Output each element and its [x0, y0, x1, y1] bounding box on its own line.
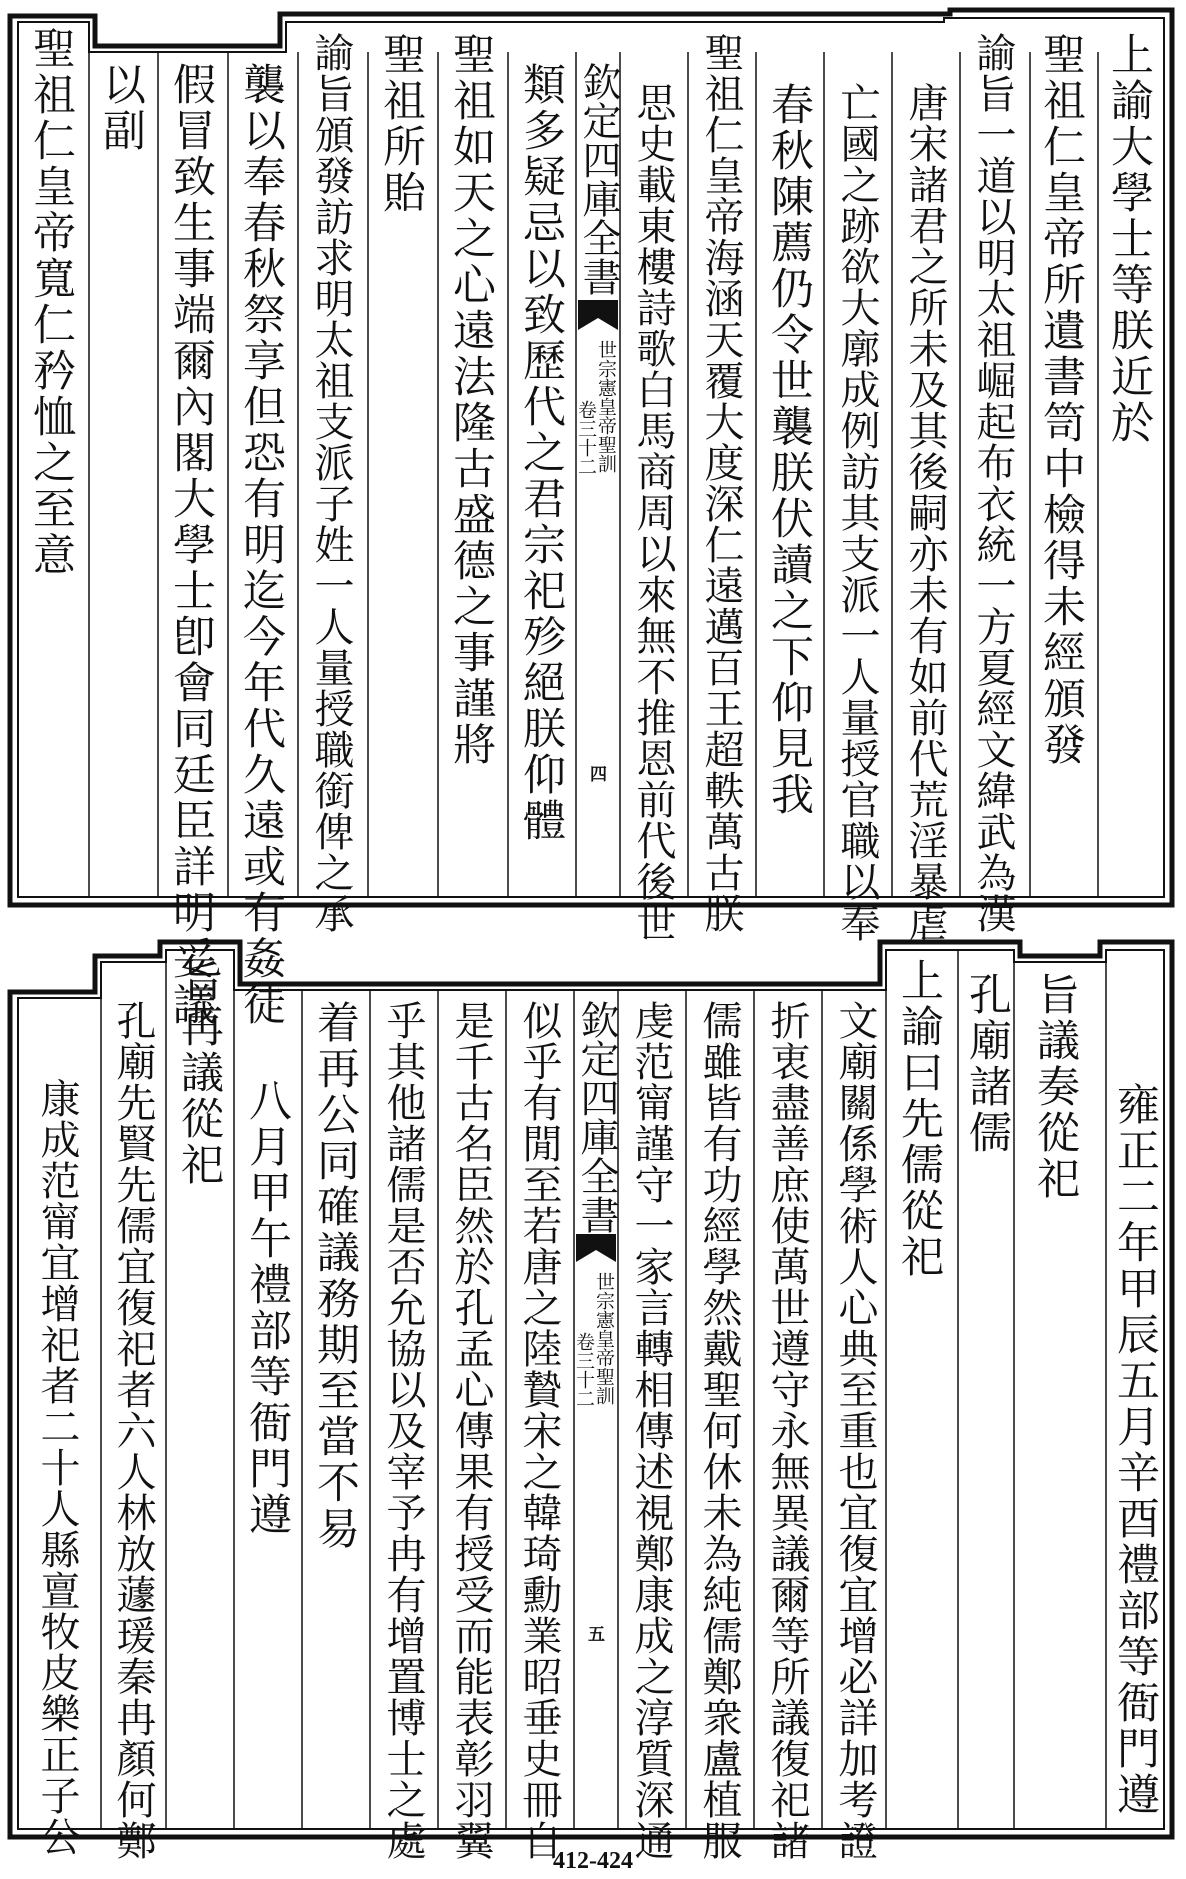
- book-title: 欽定四庫全書: [574, 1000, 619, 1234]
- text-column: 文廟關係學術人心典至重也宜復宜增必詳加考證: [832, 1000, 878, 1861]
- text-column: 康成范甯宜增祀者二十人縣亶牧皮樂正子公: [34, 1078, 80, 1857]
- text-column: 聖祖仁皇帝寬仁矜恤之至意: [26, 26, 76, 578]
- text-column: 聖祖所貽: [376, 32, 426, 216]
- book-title: 欽定四庫全書: [576, 62, 621, 296]
- text-column: 諭旨頒發訪求明太祖支派子姓一人量授職銜俾之承: [308, 32, 354, 934]
- text-column: 八月甲午禮部等衙門遵: [242, 1078, 292, 1538]
- text-column: 是千古名臣然於孔孟心傳果有授受而能表彰羽翼: [448, 1000, 494, 1861]
- text-column: 聖祖仁皇帝所遺書笥中檢得未經頒發: [1036, 32, 1086, 768]
- text-column: 襲以奉春秋祭享但恐有明迄今年代久遠或有姦徒: [236, 62, 286, 1028]
- text-column: 聖祖如天之心遠法隆古盛德之事謹將: [446, 32, 496, 768]
- text-column: 折衷盡善庶使萬世遵守永無異議爾等所議復祀諸: [764, 1000, 810, 1861]
- text-column: 似乎有閒至若唐之陸贄宋之韓琦勳業昭垂史冊自: [516, 1000, 562, 1861]
- text-column: 孔廟諸儒: [962, 972, 1012, 1156]
- volume-label: 卷三十二: [573, 1332, 595, 1408]
- page-number: 四: [590, 765, 607, 785]
- book-subtitle: 世宗憲皇帝聖訓: [595, 340, 617, 473]
- text-column: 諭旨一道以明太祖崛起布衣統一方夏經文緯武為漢: [970, 32, 1016, 934]
- text-column: 類多疑忌以致歷代之君宗祀殄絕朕仰體: [516, 62, 566, 844]
- text-column: 儒雖皆有功經學然戴聖何休未為純儒鄭衆盧植服: [696, 1000, 742, 1861]
- text-column: 乎其他諸儒是否允協以及宰予冉有增置博士之處: [380, 1000, 426, 1861]
- text-column: 旨再議從祀: [174, 958, 224, 1188]
- book-subtitle: 世宗憲皇帝聖訓: [593, 1272, 615, 1405]
- page-number: 五: [588, 1625, 605, 1645]
- text-column: 春秋陳薦仍令世襲朕伏讀之下仰見我: [764, 82, 814, 818]
- text-column: 思史載東樓詩歌白馬商周以來無不推恩前代後世: [630, 82, 676, 943]
- text-column: 孔廟先賢先儒宜復祀者六人林放蘧瑗秦冉顏何鄭: [110, 1000, 156, 1861]
- text-column: 聖祖仁皇帝海涵天覆大度深仁遠邁百王超軼萬古朕: [698, 32, 744, 934]
- text-column: 假冒致生事端爾內閣大學士卽會同廷臣詳明妥議: [166, 62, 216, 1028]
- text-column: 上諭曰先儒從祀: [894, 958, 944, 1280]
- fishtail-mark: [578, 300, 618, 330]
- text-column: 上諭大學士等朕近於: [1104, 32, 1154, 446]
- text-column: 雍正二年甲辰五月辛酉禮部等衙門遵: [1110, 1082, 1160, 1818]
- fishtail-mark: [576, 1234, 616, 1262]
- text-column: 虔范甯謹守一家言轉相傳述視鄭康成之淳質深通: [628, 1000, 674, 1861]
- text-column: 唐宋諸君之所未及其後嗣亦未有如前代荒淫暴虐: [902, 82, 948, 943]
- text-column: 亡國之跡欲大廓成例訪其支派一人量授官職以奉: [834, 82, 880, 943]
- text-column: 旨議奏從祀: [1030, 972, 1080, 1202]
- text-column: 着再公同確議務期至當不易: [310, 1000, 360, 1552]
- footer-page-range: 412-424: [553, 1848, 633, 1874]
- volume-label: 卷三十二: [575, 400, 597, 476]
- text-column: 以副: [96, 62, 146, 154]
